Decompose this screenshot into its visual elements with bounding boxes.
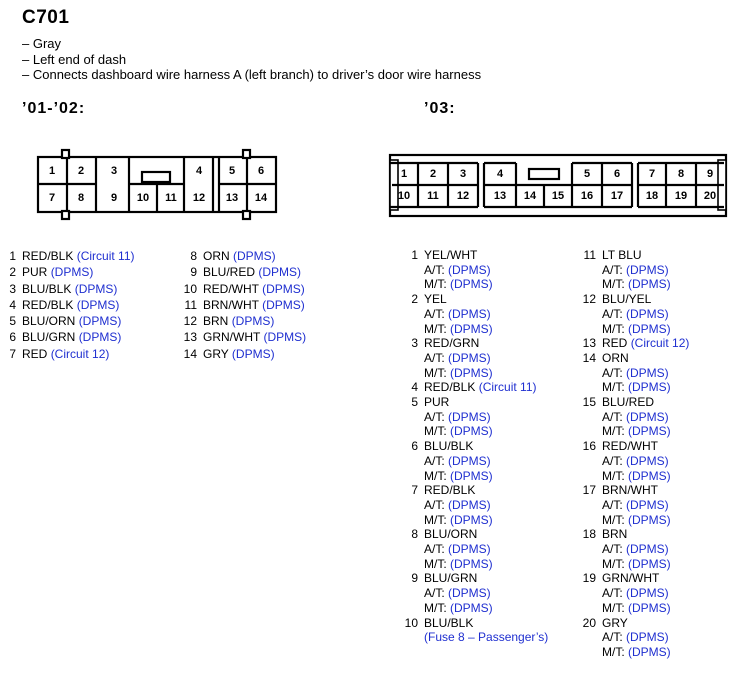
connector-key xyxy=(529,169,559,179)
mt-reference: (DPMS) xyxy=(450,512,493,527)
pin-row xyxy=(183,346,306,362)
pin-row xyxy=(404,483,548,498)
pin-number: 17 xyxy=(610,190,624,202)
pin-row xyxy=(404,395,548,410)
mt-reference: (DPMS) xyxy=(628,380,671,395)
mt-reference: (DPMS) xyxy=(628,321,671,336)
mt-reference-row xyxy=(404,601,548,616)
pin-number: 10 xyxy=(136,192,150,204)
mt-reference: (DPMS) xyxy=(450,424,493,439)
pin-entry xyxy=(582,395,689,439)
pin-row xyxy=(404,571,548,586)
pin-number: 1 xyxy=(411,248,418,262)
circuit-reference: (DPMS) xyxy=(50,265,94,280)
pin-list-01-02-col1 xyxy=(8,248,135,362)
at-reference-row xyxy=(582,542,689,557)
pin-list-01-02-col2 xyxy=(183,248,306,362)
pin-row xyxy=(8,264,135,280)
pin-row xyxy=(183,248,306,264)
pin-number: 6 xyxy=(411,439,418,454)
note-color: – Gray xyxy=(22,36,62,51)
at-reference-label: A/T: xyxy=(602,409,623,424)
circuit-reference: (DPMS) xyxy=(74,281,118,296)
circuit-reference: (Circuit 11) xyxy=(478,380,537,395)
wire-color: RED xyxy=(602,336,628,351)
at-reference: (DPMS) xyxy=(448,497,491,512)
pin-number: 2 xyxy=(411,292,418,307)
pin-row xyxy=(8,329,135,345)
wire-color: GRY xyxy=(602,615,628,630)
pin-entry xyxy=(404,292,548,336)
pin-number: 11 xyxy=(583,248,596,262)
at-reference: (DPMS) xyxy=(626,262,669,277)
at-reference: (DPMS) xyxy=(626,542,669,557)
pin-row xyxy=(183,264,306,280)
circuit-reference: (DPMS) xyxy=(233,249,276,263)
pin-number: 11 xyxy=(427,190,439,202)
pin-row xyxy=(582,336,689,351)
pin-row xyxy=(8,297,135,313)
mt-reference-row xyxy=(404,366,548,381)
circuit-reference: (DPMS) xyxy=(263,330,307,345)
heading-01-02: ’01-’02: xyxy=(22,100,86,117)
at-reference-row xyxy=(404,351,548,366)
at-reference: (DPMS) xyxy=(626,306,669,321)
circuit-reference: (Circuit 12) xyxy=(50,346,110,361)
at-reference-row xyxy=(404,263,548,278)
pin-row xyxy=(404,380,548,395)
pin-number: 3 xyxy=(9,281,16,296)
mt-reference-row xyxy=(404,557,548,572)
mt-reference-label: M/T: xyxy=(424,600,447,615)
mt-reference: (DPMS) xyxy=(628,468,671,483)
wire-color: RED/GRN xyxy=(424,336,480,351)
pin-number: 14 xyxy=(523,190,537,202)
wire-color: ORN xyxy=(602,350,629,365)
wire-color: RED/BLK xyxy=(424,483,476,498)
pin-row xyxy=(8,248,135,264)
pin-number: 8 xyxy=(411,527,418,542)
pin-number: 4 xyxy=(195,165,203,177)
pin-number: 2 xyxy=(429,168,437,180)
pin-row xyxy=(183,313,306,329)
mt-reference-row xyxy=(582,277,689,292)
mt-reference: (DPMS) xyxy=(628,600,671,615)
at-reference-label: A/T: xyxy=(424,542,445,557)
circuit-reference: (DPMS) xyxy=(262,281,305,296)
at-reference: (DPMS) xyxy=(626,365,669,380)
pin-row xyxy=(404,439,548,454)
pin-number: 18 xyxy=(582,527,596,542)
pin-number: 8 xyxy=(77,192,85,204)
pin-number: 15 xyxy=(551,190,565,202)
mt-reference-label: M/T: xyxy=(602,277,625,292)
pin-number: 10 xyxy=(404,615,418,630)
at-reference: (DPMS) xyxy=(626,630,669,645)
circuit-reference: (DPMS) xyxy=(258,265,302,280)
pin-number: 9 xyxy=(110,192,118,204)
pin-row xyxy=(404,248,548,263)
fuse-reference-row xyxy=(404,630,548,645)
wire-color: BRN xyxy=(203,314,229,329)
pin-number: 11 xyxy=(165,192,177,204)
wire-color: YEL xyxy=(424,292,447,307)
pin-number: 7 xyxy=(9,346,16,361)
wire-color: PUR xyxy=(22,265,48,280)
pin-entry xyxy=(404,380,548,395)
at-reference-label: A/T: xyxy=(602,453,623,468)
mt-reference-label: M/T: xyxy=(602,556,625,571)
wire-color: RED/WHT xyxy=(602,439,658,454)
pin-entry xyxy=(404,616,548,645)
pin-number: 1 xyxy=(9,249,16,263)
pin-row xyxy=(582,616,689,631)
fuse-reference: (Fuse 8 – Passenger’s) xyxy=(424,630,549,645)
pin-number: 4 xyxy=(9,297,16,312)
mt-reference-label: M/T: xyxy=(424,277,447,292)
at-reference-row xyxy=(582,307,689,322)
pin-number: 12 xyxy=(582,292,596,307)
at-reference: (DPMS) xyxy=(626,497,669,512)
circuit-reference: (Circuit 12) xyxy=(630,336,690,351)
pin-number: 8 xyxy=(677,168,685,180)
pin-entry xyxy=(404,395,548,439)
circuit-reference: (DPMS) xyxy=(78,330,122,345)
at-reference-row xyxy=(404,586,548,601)
pin-row xyxy=(582,439,689,454)
mt-reference-row xyxy=(582,513,689,528)
wire-color: GRY xyxy=(203,346,229,361)
at-reference-row xyxy=(582,498,689,513)
at-reference-label: A/T: xyxy=(424,497,445,512)
pin-number: 19 xyxy=(674,190,688,202)
pin-number: 7 xyxy=(648,168,656,180)
pin-number: 14 xyxy=(582,350,596,365)
at-reference-label: A/T: xyxy=(424,262,445,277)
circuit-reference: (Circuit 11) xyxy=(76,249,135,263)
pin-row xyxy=(404,336,548,351)
pin-row xyxy=(582,483,689,498)
pin-entry xyxy=(582,248,689,292)
pin-number: 13 xyxy=(493,190,507,202)
mt-reference-row xyxy=(404,322,548,337)
at-reference-row xyxy=(404,498,548,513)
pin-row xyxy=(404,527,548,542)
note-location: – Left end of dash xyxy=(22,51,127,67)
mt-reference: (DPMS) xyxy=(628,644,671,659)
pin-row xyxy=(404,616,548,631)
at-reference-row xyxy=(404,307,548,322)
pin-row xyxy=(183,329,306,345)
pin-entry xyxy=(404,336,548,380)
wire-color: BLU/GRN xyxy=(22,330,76,345)
pin-number: 19 xyxy=(582,571,596,586)
wire-color: BRN xyxy=(602,527,628,542)
mt-reference-row xyxy=(404,424,548,439)
pin-row xyxy=(8,346,135,362)
at-reference: (DPMS) xyxy=(626,409,669,424)
mt-reference-label: M/T: xyxy=(424,321,447,336)
mt-reference-label: M/T: xyxy=(424,556,447,571)
pin-number: 9 xyxy=(190,265,197,280)
mt-reference-row xyxy=(582,380,689,395)
pin-number: 5 xyxy=(228,165,236,177)
at-reference-label: A/T: xyxy=(602,586,623,601)
at-reference-row xyxy=(582,586,689,601)
pin-number: 9 xyxy=(706,168,714,180)
mt-reference-label: M/T: xyxy=(602,468,625,483)
at-reference: (DPMS) xyxy=(448,542,491,557)
connector-title: C701 xyxy=(22,7,70,28)
at-reference: (DPMS) xyxy=(448,262,491,277)
pin-number: 4 xyxy=(411,380,418,395)
pin-number: 13 xyxy=(225,192,239,204)
pin-entry xyxy=(404,439,548,483)
at-reference-label: A/T: xyxy=(602,630,623,645)
mt-reference-row xyxy=(404,277,548,292)
wire-color: RED xyxy=(22,346,48,361)
pin-number: 3 xyxy=(459,168,467,180)
mt-reference-label: M/T: xyxy=(424,424,447,439)
wire-color: BLU/RED xyxy=(602,395,655,410)
wire-color: BLU/RED xyxy=(203,265,256,280)
at-reference-label: A/T: xyxy=(602,542,623,557)
mt-reference: (DPMS) xyxy=(450,321,493,336)
pin-entry xyxy=(582,616,689,660)
note-connects: – Connects dashboard wire harness A (left branch) to driver’s door wire harness xyxy=(22,67,482,82)
wire-color: BLU/BLK xyxy=(22,281,72,296)
at-reference: (DPMS) xyxy=(448,409,491,424)
at-reference-row xyxy=(582,630,689,645)
pin-entry xyxy=(582,571,689,615)
at-reference-row xyxy=(404,542,548,557)
mt-reference-label: M/T: xyxy=(424,468,447,483)
pin-row xyxy=(582,248,689,263)
at-reference: (DPMS) xyxy=(626,586,669,601)
mt-reference: (DPMS) xyxy=(450,556,493,571)
wire-color: BRN/WHT xyxy=(602,483,658,498)
circuit-reference: (DPMS) xyxy=(262,297,305,312)
pin-entry xyxy=(404,248,548,292)
pin-entry xyxy=(582,292,689,336)
wire-color: BRN/WHT xyxy=(203,297,259,312)
at-reference-label: A/T: xyxy=(602,497,623,512)
pin-number: 15 xyxy=(582,395,596,410)
pin-number: 7 xyxy=(411,483,418,498)
at-reference-label: A/T: xyxy=(424,306,445,321)
pin-number: 4 xyxy=(496,168,504,180)
at-reference-row xyxy=(582,263,689,278)
pin-list-03-col2 xyxy=(582,248,689,660)
pin-row xyxy=(582,292,689,307)
mt-reference: (DPMS) xyxy=(628,512,671,527)
pin-number: 8 xyxy=(190,249,197,263)
pin-entry xyxy=(582,351,689,395)
wire-color: RED/BLK xyxy=(22,249,74,263)
pin-row xyxy=(8,281,135,297)
wire-color: RED/WHT xyxy=(203,281,259,296)
at-reference: (DPMS) xyxy=(448,586,491,601)
at-reference: (DPMS) xyxy=(448,453,491,468)
pin-row xyxy=(582,351,689,366)
mt-reference: (DPMS) xyxy=(628,424,671,439)
mt-reference-label: M/T: xyxy=(602,424,625,439)
connector-diagram-03 xyxy=(0,0,738,240)
pin-number: 6 xyxy=(9,330,16,345)
pin-entry xyxy=(404,483,548,527)
mt-reference-label: M/T: xyxy=(602,380,625,395)
pin-row xyxy=(183,281,306,297)
pin-number: 2 xyxy=(9,265,16,280)
wire-color: PUR xyxy=(424,395,450,410)
wire-color: BLU/BLK xyxy=(424,439,474,454)
pin-number: 11 xyxy=(184,297,197,312)
pin-entry xyxy=(404,527,548,571)
mt-reference: (DPMS) xyxy=(450,468,493,483)
pin-number: 18 xyxy=(645,190,659,202)
at-reference-row xyxy=(404,454,548,469)
wire-color: BLU/ORN xyxy=(424,527,478,542)
wire-color: GRN/WHT xyxy=(602,571,660,586)
pin-entry xyxy=(582,336,689,351)
wire-color: GRN/WHT xyxy=(203,330,261,345)
at-reference-row xyxy=(582,454,689,469)
at-reference: (DPMS) xyxy=(448,350,491,365)
wire-color: LT BLU xyxy=(602,248,642,262)
circuit-reference: (DPMS) xyxy=(78,314,122,329)
mt-reference-label: M/T: xyxy=(602,321,625,336)
mt-reference-label: M/T: xyxy=(602,644,625,659)
pin-number: 16 xyxy=(582,439,596,454)
pin-number: 9 xyxy=(411,571,418,586)
at-reference-row xyxy=(582,410,689,425)
at-reference-label: A/T: xyxy=(602,262,623,277)
pin-number: 6 xyxy=(613,168,621,180)
pin-entry xyxy=(404,571,548,615)
at-reference-row xyxy=(582,366,689,381)
pin-number: 5 xyxy=(9,314,16,329)
pin-row xyxy=(183,297,306,313)
pin-number: 13 xyxy=(183,330,197,345)
mt-reference-label: M/T: xyxy=(424,512,447,527)
pin-number: 1 xyxy=(400,168,408,180)
pin-list-03-col1 xyxy=(404,248,548,645)
mt-reference: (DPMS) xyxy=(450,600,493,615)
pin-number: 1 xyxy=(48,165,56,177)
pin-number: 20 xyxy=(582,615,596,630)
pin-entry xyxy=(582,483,689,527)
wire-color: ORN xyxy=(203,249,230,263)
at-reference-label: A/T: xyxy=(424,350,445,365)
heading-03: ’03: xyxy=(424,100,456,117)
at-reference-label: A/T: xyxy=(602,365,623,380)
mt-reference-row xyxy=(582,469,689,484)
pin-number: 7 xyxy=(48,192,56,204)
pin-number: 6 xyxy=(257,165,265,177)
mt-reference-row xyxy=(582,557,689,572)
pin-number: 14 xyxy=(183,346,197,361)
pin-number: 10 xyxy=(397,190,411,202)
pin-number: 13 xyxy=(582,336,596,351)
pin-number: 12 xyxy=(183,314,197,329)
mt-reference-row xyxy=(582,322,689,337)
pin-number: 12 xyxy=(456,190,470,202)
circuit-reference: (DPMS) xyxy=(76,297,120,312)
pin-number: 20 xyxy=(703,190,717,202)
at-reference-label: A/T: xyxy=(424,586,445,601)
wire-color: YEL/WHT xyxy=(424,248,478,262)
pin-entry xyxy=(582,527,689,571)
pin-number: 3 xyxy=(411,336,418,351)
pin-number: 5 xyxy=(411,395,418,410)
mt-reference: (DPMS) xyxy=(628,556,671,571)
mt-reference: (DPMS) xyxy=(450,277,493,292)
mt-reference-label: M/T: xyxy=(602,512,625,527)
pin-number: 16 xyxy=(580,190,594,202)
at-reference: (DPMS) xyxy=(626,453,669,468)
pin-number: 10 xyxy=(183,281,197,296)
wire-color: RED/BLK xyxy=(22,297,74,312)
wire-color: RED/BLK xyxy=(424,380,476,395)
pin-number: 14 xyxy=(254,192,268,204)
mt-reference-row xyxy=(582,424,689,439)
mt-reference: (DPMS) xyxy=(628,277,671,292)
mt-reference-label: M/T: xyxy=(424,365,447,380)
pin-row xyxy=(8,313,135,329)
mt-reference-row xyxy=(582,645,689,660)
pin-number: 12 xyxy=(192,192,206,204)
circuit-reference: (DPMS) xyxy=(231,314,275,329)
mt-reference-label: M/T: xyxy=(602,600,625,615)
mt-reference-row xyxy=(404,469,548,484)
at-reference-label: A/T: xyxy=(424,453,445,468)
pin-row xyxy=(582,527,689,542)
pin-entry xyxy=(582,439,689,483)
wire-color: BLU/GRN xyxy=(424,571,478,586)
pin-number: 17 xyxy=(582,483,596,498)
pin-row xyxy=(404,292,548,307)
at-reference-label: A/T: xyxy=(424,409,445,424)
pin-number: 5 xyxy=(583,168,591,180)
circuit-reference: (DPMS) xyxy=(231,346,275,361)
at-reference-row xyxy=(404,410,548,425)
wire-color: BLU/YEL xyxy=(602,292,652,307)
pin-row xyxy=(582,571,689,586)
mt-reference: (DPMS) xyxy=(450,365,493,380)
pin-number: 2 xyxy=(77,165,85,177)
mt-reference-row xyxy=(404,513,548,528)
pin-number: 3 xyxy=(110,165,118,177)
at-reference-label: A/T: xyxy=(602,306,623,321)
pin-row xyxy=(582,395,689,410)
mt-reference-row xyxy=(582,601,689,616)
wire-color: BLU/BLK xyxy=(424,615,474,630)
at-reference: (DPMS) xyxy=(448,306,491,321)
wire-color: BLU/ORN xyxy=(22,314,76,329)
